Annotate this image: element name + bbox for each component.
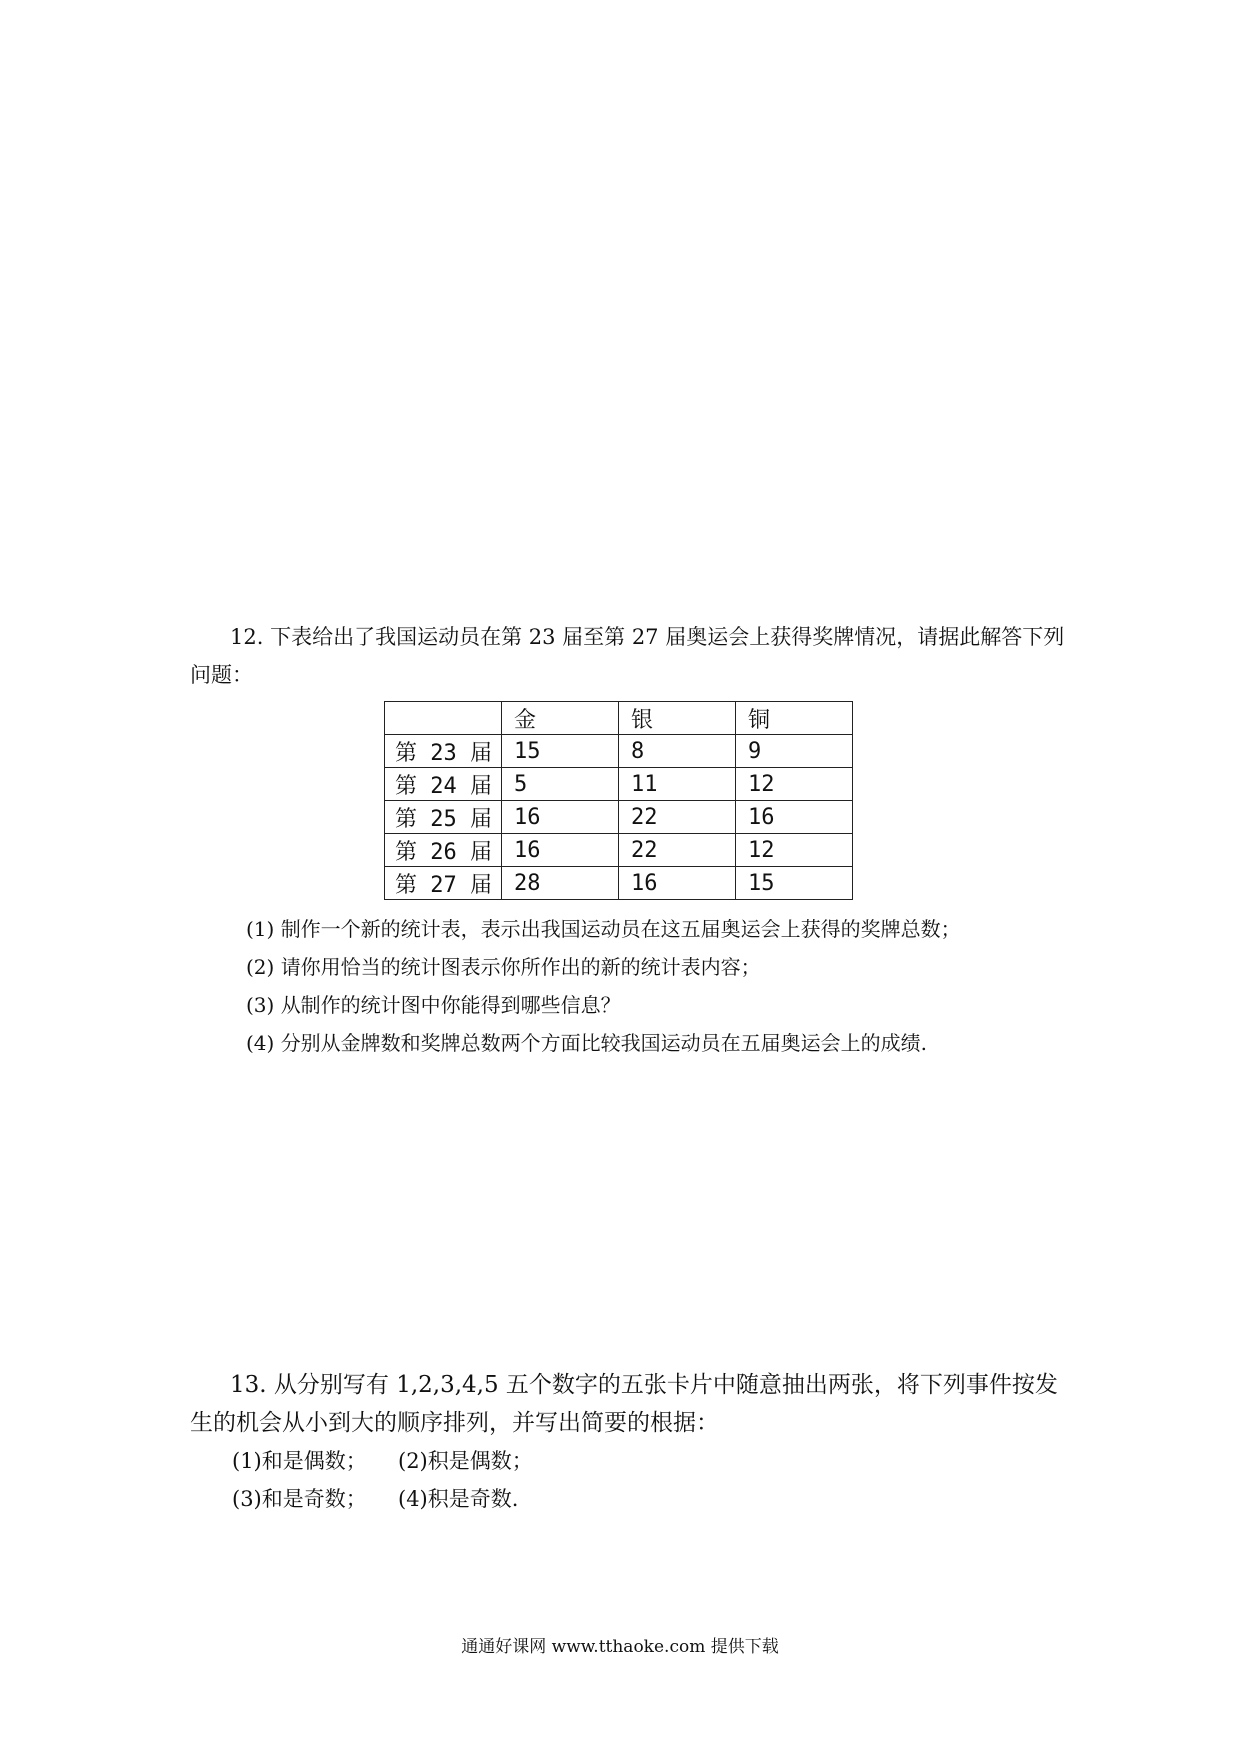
subquestion-item: (4) 分别从金牌数和奖牌总数两个方面比较我国运动员在五届奥运会上的成绩. — [246, 1031, 928, 1055]
table-cell: 11 — [619, 768, 736, 801]
table-cell: 16 — [502, 801, 619, 834]
table-cell: 15 — [736, 867, 853, 900]
table-row — [385, 768, 853, 801]
table-cell: 22 — [619, 834, 736, 867]
table-row-label: 第 25 届 — [385, 801, 502, 834]
question-13-stem: 13. 从分别写有 1,2,3,4,5 五个数字的五张卡片中随意抽出两张，将下列事件按发生的机会从小到大的顺序排列，并写出简要的根据： — [190, 1372, 1058, 1436]
question-12-subquestions — [246, 910, 1106, 1062]
subquestion-row — [232, 1480, 832, 1518]
medal-table-corner — [385, 702, 502, 735]
table-cell: 5 — [502, 768, 619, 801]
table-cell: 12 — [736, 834, 853, 867]
medal-table — [384, 701, 853, 900]
table-cell: 9 — [736, 735, 853, 768]
subquestion-row — [232, 1442, 832, 1480]
table-row-label: 第 24 届 — [385, 768, 502, 801]
subquestion-item: (2) 请你用恰当的统计图表示你所作出的新的统计表内容； — [246, 955, 761, 979]
table-cell: 8 — [619, 735, 736, 768]
table-row — [385, 801, 853, 834]
question-13 — [190, 1366, 1070, 1442]
table-cell: 28 — [502, 867, 619, 900]
subquestion-item: (3) 从制作的统计图中你能得到哪些信息？ — [246, 993, 621, 1017]
table-cell: 12 — [736, 768, 853, 801]
table-cell: 22 — [619, 801, 736, 834]
table-row-label: 第 23 届 — [385, 735, 502, 768]
medal-table-header-bronze: 铜 — [736, 702, 853, 735]
table-cell: 15 — [502, 735, 619, 768]
question-12-stem: 12. 下表给出了我国运动员在第 23 届至第 27 届奥运会上获得奖牌情况，请据此解答下列问题： — [190, 625, 1065, 687]
medal-table-header-gold: 金 — [502, 702, 619, 735]
subquestion-item: (3)和是奇数； — [232, 1487, 367, 1511]
question-12 — [190, 618, 1070, 694]
table-cell: 16 — [619, 867, 736, 900]
table-row — [385, 735, 853, 768]
medal-table-header-silver: 银 — [619, 702, 736, 735]
medal-table-header-row — [385, 702, 853, 735]
subquestion-item: (4)积是奇数. — [398, 1487, 519, 1511]
table-row — [385, 834, 853, 867]
table-cell: 16 — [502, 834, 619, 867]
table-row — [385, 867, 853, 900]
subquestion-item: (1)和是偶数； — [232, 1449, 367, 1473]
question-13-subquestions — [232, 1442, 832, 1518]
subquestion-item: (2)积是偶数； — [398, 1449, 533, 1473]
subquestion-item: (1) 制作一个新的统计表，表示出我国运动员在这五届奥运会上获得的奖牌总数； — [246, 917, 961, 941]
table-cell: 16 — [736, 801, 853, 834]
page-footer: 通通好课网 www.tthaoke.com 提供下载 — [461, 1637, 779, 1657]
table-row-label: 第 26 届 — [385, 834, 502, 867]
table-row-label: 第 27 届 — [385, 867, 502, 900]
